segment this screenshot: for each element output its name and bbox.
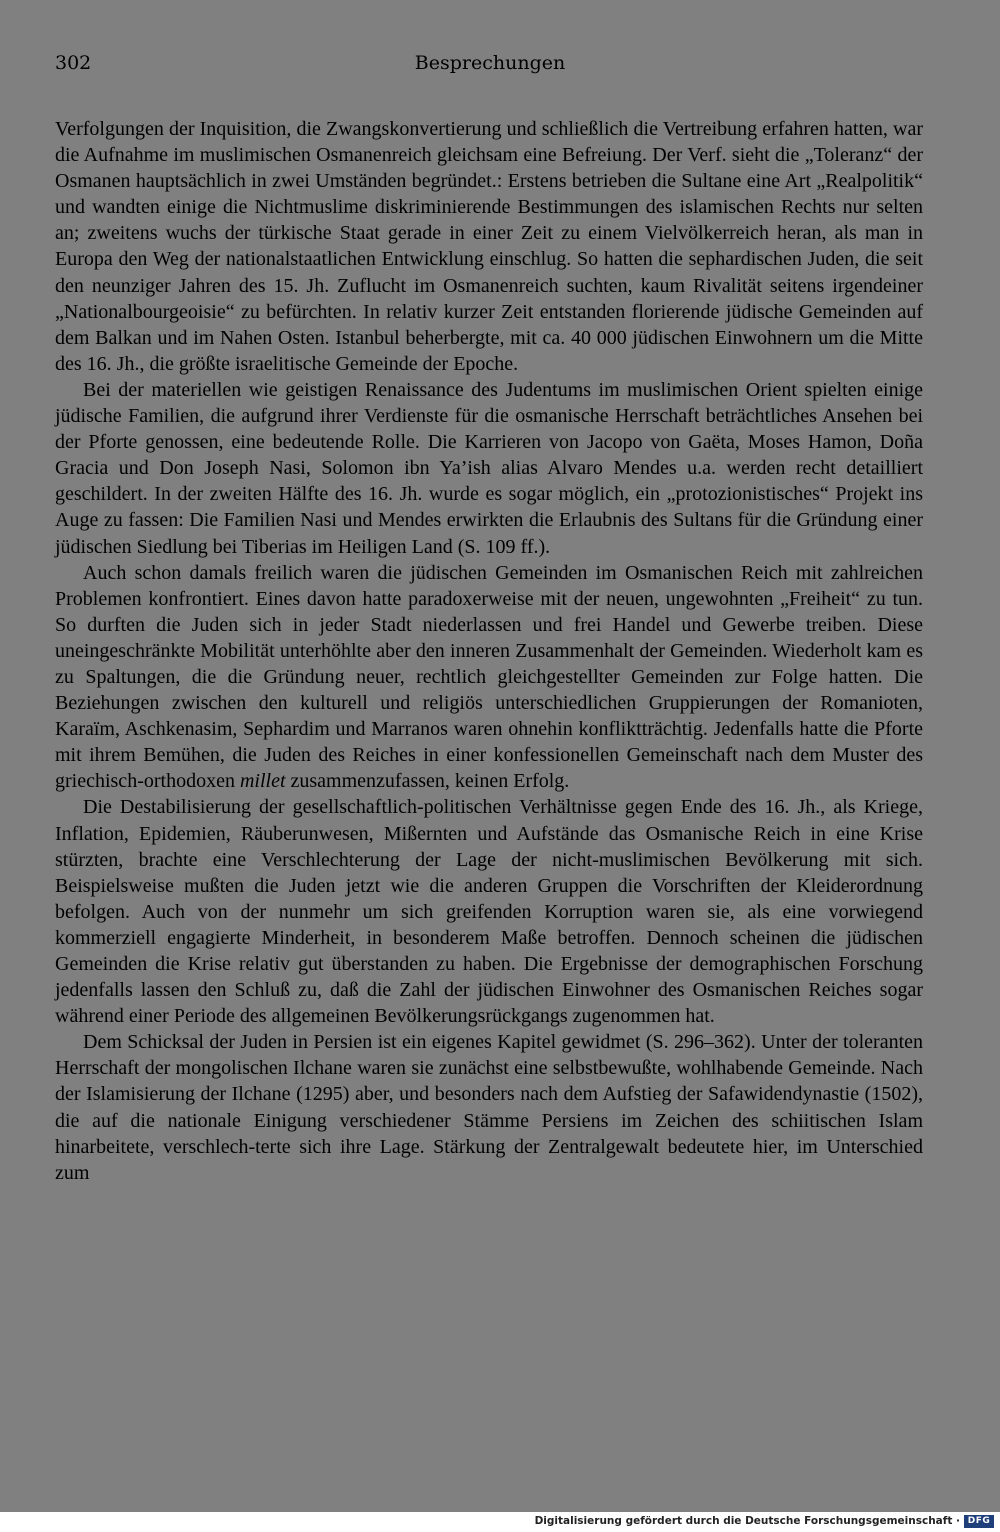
paragraph-3 — [55, 560, 923, 795]
body-text — [55, 116, 923, 1186]
paragraph-1: Verfolgungen der Inquisition, die Zwangskonvertierung und schließlich die Vertreibung erfahren hatten, war die Aufnahme im muslimischen Osmanenreich gleichsam eine Befreiung. Der Verf. sieht die „Toleranz“ der Osmanen hauptsächlich in zwei Umständen begründet.: Erstens betrieben die Sultane eine Art „Realpolitik“ und wandten einige die Nichtmuslime diskriminierende Bestimmungen des islamischen Rechts nur selten an; zweitens wuchs der türkische Staat gerade in einer Zeit zu einem Vielvölkerreich heran, als man in Europa den Weg der nationalstaatlichen Entwicklung einschlug. So hatten die sephardischen Juden, die seit den neunziger Jahren des 15. Jh. Zuflucht im Osmanenreich suchten, kaum Rivalität seitens irgendeiner „Nationalbourgeoisie“ zu befürchten. In relativ kurzer Zeit entstanden florierende jüdische Gemeinden auf dem Balkan und im Nahen Osten. Istanbul beherbergte, mit ca. 40 000 jüdischen Einwohnern um die Mitte des 16. Jh., die größte israelitische Gemeinde der Epoche. — [55, 118, 923, 375]
paragraph-3-text-a: Auch schon damals freilich waren die jüdischen Gemeinden im Osmanischen Reich mit zahlreichen Problemen konfrontiert. Eines davon hatte paradoxerweise mit der neuen, ungewohnten „Freiheit“ zu tun. So durften die Juden sich in jeder Stadt niederlassen und frei Handel und Gewerbe treiben. Diese uneingeschränkte Mobilität unterhöhlte aber den inneren Zusammenhalt der Gemeinden. Wiederholt kam es zu Spaltungen, die die Gründung neuer, rechtlich gleichgestellter Gemeinden zur Folge hatten. Die Beziehungen zwischen den kulturell und religiös unterschiedlichen Gruppierungen der Romanioten, Karaïm, Aschkenasim, Sephardim und Marranos waren ohnehin konfliktträchtig. Jedenfalls hatte die Pforte mit ihrem Bemühen, die Juden des Reiches in einer konfessionellen Gemeinschaft nach dem Muster des griechisch-orthodoxen — [55, 561, 923, 793]
italic-term: millet — [239, 770, 286, 793]
footer-credit: Digitalisierung gefördert durch die Deutsche Forschungsgemeinschaft · — [534, 1515, 960, 1527]
paragraph-5: Dem Schicksal der Juden in Persien ist ein eigenes Kapitel gewidmet (S. 296–362). Unter der toleranten Herrschaft der mongolischen Ilchane waren sie zunächst eine selbstbewußte, wohlhabende Gemeinde. Nach der Islamisierung der Ilchane (1295) aber, und besonders nach dem Aufstieg der Safawidendynastie (1502), die auf die nationale Einigung verschiedener Stämme Persiens im Zeichen des schiitischen Islam hinarbeitete, verschlech-terte sich ihre Lage. Stärkung der Zentralgewalt bedeutete hier, im Unterschied zum — [55, 1031, 923, 1184]
dfg-logo: DFG — [964, 1515, 994, 1528]
paragraph-2: Bei der materiellen wie geistigen Renaissance des Judentums im muslimischen Orient spielten einige jüdische Familien, die aufgrund ihrer Verdienste für die osmanische Herrschaft beträchtliches Ansehen bei der Pforte genossen, eine bedeutende Rolle. Die Karrieren von Jacopo von Gaëta, Moses Hamon, Doña Gracia und Don Joseph Nasi, Solomon ibn Ya’ish alias Alvaro Mendes u.a. werden recht detailliert geschildert. In der zweiten Hälfte des 16. Jh. wurde es sogar möglich, ein „protozionistisches“ Projekt ins Auge zu fassen: Die Familien Nasi und Mendes erwirkten die Erlaubnis des Sultans für die Gründung einer jüdischen Siedlung bei Tiberias im Heiligen Land (S. 109 ff.). — [55, 378, 923, 558]
paragraph-3-text-b: zusammenzufassen, keinen Erfolg. — [285, 770, 570, 793]
page-header — [55, 52, 925, 82]
running-title: Besprechungen — [414, 52, 566, 74]
paragraph-4: Die Destabilisierung der gesellschaftlich-politischen Verhältnisse gegen Ende des 16. Jh., als Kriege, Inflation, Epidemien, Räuberunwesen, Mißernten und Aufstände das Osmanische Reich in eine Krise stürzten, brachte eine Verschlechterung der Lage der nicht-muslimischen Bevölkerung mit sich. Beispielsweise mußten die Juden jetzt wie die anderen Gruppen die Vorschriften der Kleiderordnung befolgen. Auch von der nunmehr um sich greifenden Korruption waren sie, als eine vorwiegend kommerziell engagierte Minderheit, in besonderem Maße betroffen. Dennoch scheinen die jüdischen Gemeinden die Krise relativ gut überstanden zu haben. Die Ergebnisse der demographischen Forschung jedenfalls lassen den Schluß zu, daß die Zahl der jüdischen Einwohner des Osmanischen Reiches sogar während einer Periode des allgemeinen Bevölkerungsrückgangs zugenommen hat. — [55, 796, 923, 1028]
digitization-footer — [0, 1512, 1000, 1532]
page-number: 302 — [55, 52, 92, 74]
